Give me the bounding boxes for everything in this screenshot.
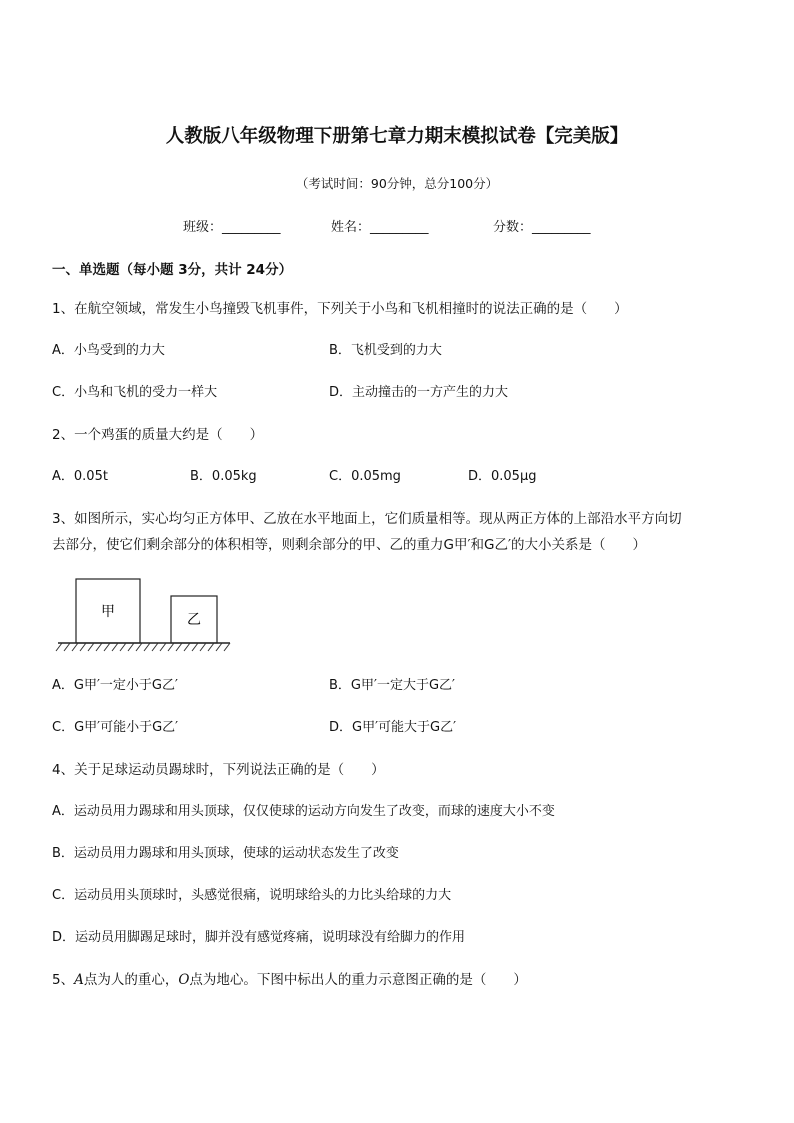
question-3-stem-line-2: 去部分，使它们剩余部分的体积相等，则剩余部分的甲、乙的重力G甲′和G乙′的大小关系是（ ） (52, 537, 647, 553)
cube-jia-label: 甲 (101, 604, 115, 620)
question-3-option-c: C．G甲′可能小于G乙′ (52, 720, 179, 735)
question-3-option-a: A．G甲′一定小于G乙′ (52, 678, 178, 693)
question-5-prefix: 5、 (52, 972, 75, 988)
cubes-figure (52, 572, 237, 658)
question-4-option-b: B．运动员用力踢球和用头顶球，使球的运动状态发生了改变 (52, 846, 399, 861)
question-1-option-c: C．小鸟和飞机的受力一样大 (52, 385, 218, 400)
cube-yi-label: 乙 (187, 612, 201, 628)
question-2-option-d: D．0.05μg (468, 469, 537, 484)
question-3-stem-line-1: 3、如图所示，实心均匀正方体甲、乙放在水平地面上，它们质量相等。现从两正方体的上部沿水平方向切 (52, 511, 682, 527)
question-5-text-mid: 点为人的重心， (83, 972, 179, 988)
question-5-stem (52, 971, 527, 989)
name-field: 姓名：_________ (331, 220, 429, 235)
question-4-stem: 4、关于足球运动员踢球时，下列说法正确的是（ ） (52, 762, 385, 778)
point-a-symbol: A (74, 972, 84, 988)
question-2-option-a: A．0.05t (52, 469, 108, 484)
exam-subtitle: （考试时间：90分钟，总分100分） (295, 176, 499, 191)
question-2-option-b: B．0.05kg (190, 469, 257, 484)
score-field: 分数：_________ (493, 220, 591, 235)
exam-title: 人教版八年级物理下册第七章力期末模拟试卷【完美版】 (165, 126, 629, 147)
question-1-option-a: A．小鸟受到的力大 (52, 343, 165, 358)
question-1-stem: 1、在航空领域，常发生小鸟撞毁飞机事件，下列关于小鸟和飞机相撞时的说法正确的是（ ） (52, 301, 628, 317)
question-4-option-d: D．运动员用脚踢足球时，脚并没有感觉疼痛，说明球没有给脚力的作用 (52, 930, 466, 945)
section-heading: 一、单选题（每小题 3分，共计 24分） (52, 262, 293, 278)
question-3-option-b: B．G甲′一定大于G乙′ (329, 678, 455, 693)
question-5-text-end: 点为地心。下图中标出人的重力示意图正确的是（ ） (189, 972, 527, 988)
question-4-option-a: A．运动员用力踢球和用头顶球，仅仅使球的运动方向发生了改变，而球的速度大小不变 (52, 804, 555, 819)
question-4-option-c: C．运动员用头顶球时，头感觉很痛，说明球给头的力比头给球的力大 (52, 888, 452, 903)
question-2-stem: 2、一个鸡蛋的质量大约是（ ） (52, 427, 264, 443)
ground-hatching (56, 643, 230, 651)
question-3-option-d: D．G甲′可能大于G乙′ (329, 720, 457, 735)
class-field: 班级：_________ (183, 220, 281, 235)
question-2-option-c: C．0.05mg (329, 469, 401, 484)
question-1-option-d: D．主动撞击的一方产生的力大 (329, 385, 509, 400)
question-1-option-b: B．飞机受到的力大 (329, 343, 442, 358)
point-o-symbol: O (178, 972, 190, 988)
